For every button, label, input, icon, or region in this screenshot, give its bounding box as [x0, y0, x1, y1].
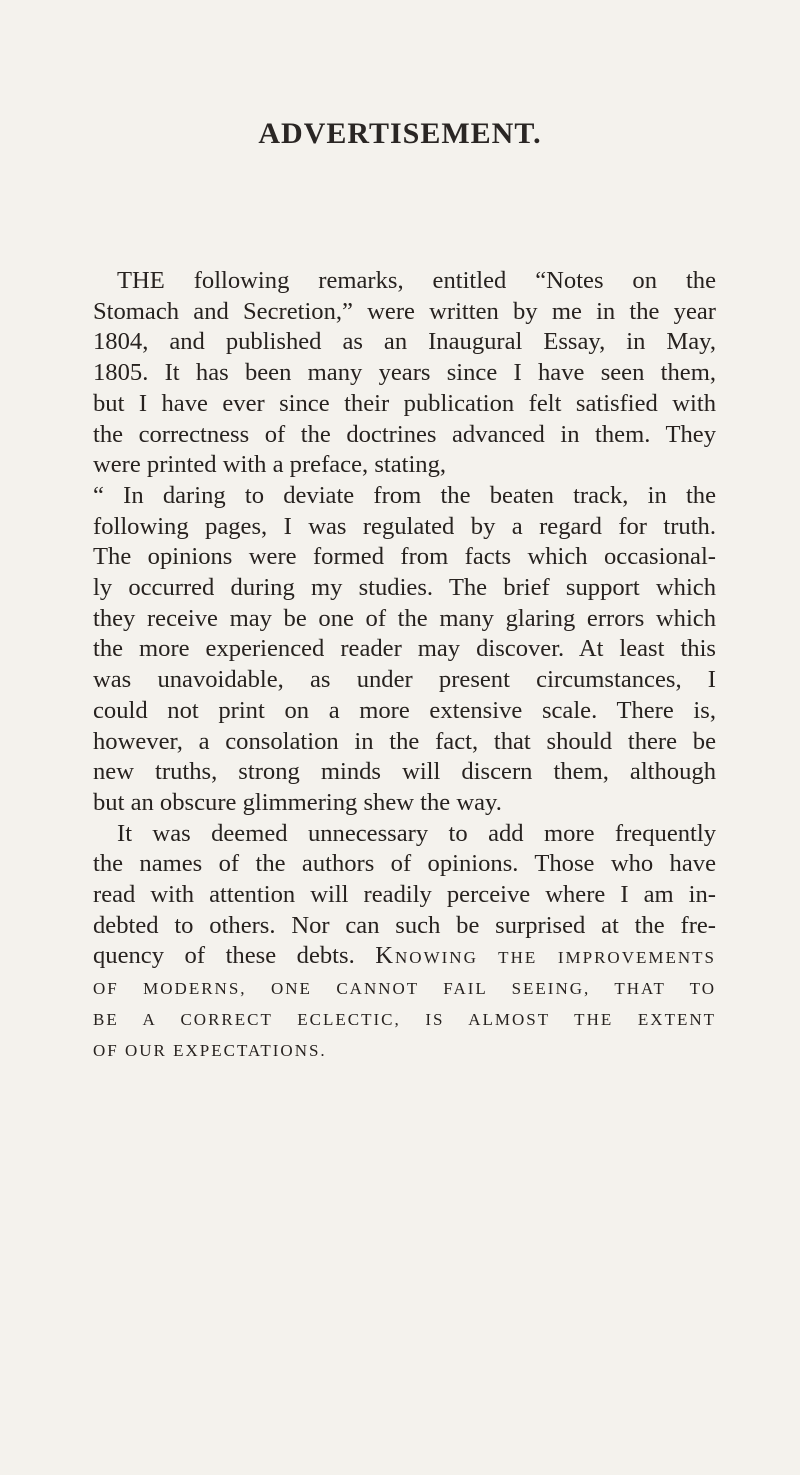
text-line: following pages, I was regulated by a regard for truth. [93, 512, 716, 540]
text-line: It was deemed unnecessary to add more frequently [117, 819, 716, 847]
text-line: was unavoidable, as under present circumstances, I [93, 666, 716, 694]
text-line: Stomach and Secretion,” were written by me in the year [93, 297, 716, 325]
text-line: 1804, and published as an Inaugural Essay, in May, [93, 328, 716, 356]
text-line: read with attention will readily perceive where I am in- [93, 881, 716, 909]
text-line: 1805. It has been many years since I have seen them, [93, 359, 716, 387]
body-text [93, 266, 716, 1066]
small-caps-text: NOWING THE IMPROVEMENTS [395, 948, 716, 968]
text-line: “ In daring to deviate from the beaten track, in the [93, 481, 716, 509]
text-line: were printed with a preface, stating, [93, 451, 447, 479]
text-line: new truths, strong minds will discern them, although [93, 758, 716, 786]
paragraph-1 [93, 266, 716, 481]
text-line: they receive may be one of the many glaring errors which [93, 604, 716, 632]
small-caps-line: OF MODERNS, ONE CANNOT FAIL SEEING, THAT TO [93, 979, 716, 999]
text-line: THE following remarks, entitled “Notes on the [117, 267, 716, 294]
text-line: ly occurred during my studies. The brief support which [93, 574, 716, 602]
text-line: the correctness of the doctrines advanced in them. They [93, 420, 716, 448]
text-line: The opinions were formed from facts which occasional- [93, 543, 716, 571]
text-line-lead: quency of these debts. [93, 942, 355, 970]
text-line: but an obscure glimmering shew the way. [93, 788, 502, 816]
text-line: could not print on a more extensive scale. There is, [93, 696, 716, 724]
small-caps-initial: K [375, 942, 396, 970]
text-line: but I have ever since their publication felt satisfied with [93, 389, 716, 417]
text-line: however, a consolation in the fact, that should there be [93, 727, 716, 755]
text-line: the more experienced reader may discover. At least this [93, 635, 716, 663]
small-caps-line: BE A CORRECT ECLECTIC, IS ALMOST THE EXTENT [93, 1009, 716, 1029]
small-caps-line: OF OUR EXPECTATIONS. [93, 1040, 327, 1060]
page-heading: ADVERTISEMENT. [258, 117, 542, 150]
text-line: the names of the authors of opinions. Those who have [93, 850, 716, 878]
text-line [93, 941, 716, 974]
paragraph-3 [93, 819, 716, 1067]
text-line: debted to others. Nor can such be surprised at the fre- [93, 911, 716, 939]
paragraph-2 [93, 481, 716, 819]
